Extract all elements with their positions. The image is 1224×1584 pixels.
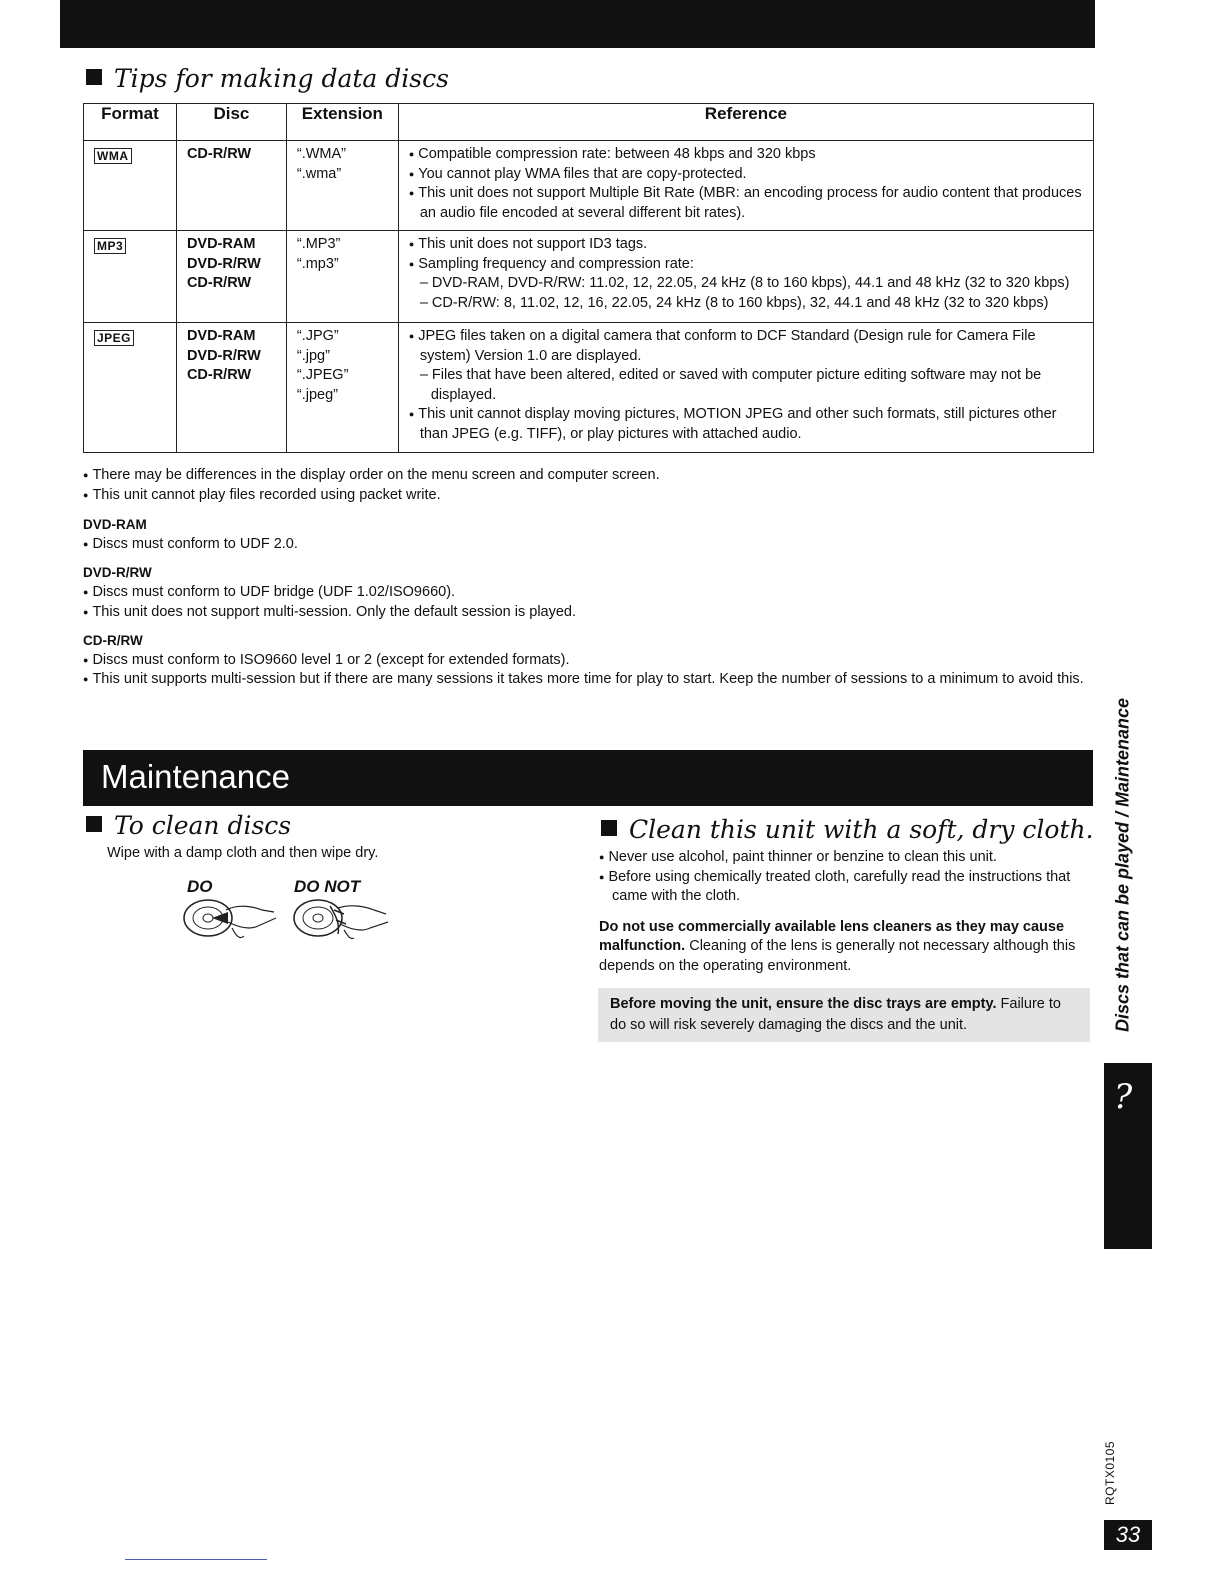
model-code-text: RQTX0105 [1103,1440,1117,1506]
extension: “.MP3” [296,236,341,252]
clean-discs-title: To clean discs [114,811,292,840]
disc-type: CD-R/RW [186,367,252,384]
disc-type: CD-R/RW [186,275,252,292]
table-header-row [84,104,1094,141]
note-item: ● Discs must conform to UDF 2.0. [83,535,1093,555]
disc-type: DVD-R/RW [186,255,261,272]
reference-subitem: – DVD-RAM, DVD-R/RW: 11.02, 12, 22.05, 24 kHz (8 to 160 kbps), 44.1 and 48 kHz (32 to 320 kbps) [419,275,1070,292]
clean-unit-bullet: ● Never use alcohol, paint thinner or benzine to clean this unit. [599,848,1091,868]
note-heading-dvd-rrw: DVD-R/RW [83,565,152,581]
disc-type: CD-R/RW [186,146,252,162]
table-row-wma [84,141,1094,231]
reference-item: ● JPEG files taken on a digital camera that conform to DCF Standard (Design rule for Camera File system) Version 1.0 are displayed. [409,327,1085,366]
extension: “.wma” [296,165,342,182]
footer-rule [125,1559,267,1560]
maintenance-banner [83,750,1093,806]
reference-item: ● This unit does not support ID3 tags. [409,235,1085,255]
disc-type: DVD-RAM [186,236,256,252]
header-extension: Extension [286,104,398,141]
note-item: ● This unit cannot play files recorded using packet write. [83,486,1093,506]
format-badge: MP3 [94,238,126,254]
question-mark-icon: ? [1114,1077,1133,1117]
disc-notes [83,466,1093,690]
maintenance-title: Maintenance [101,758,290,795]
warning-bold: Before moving the unit, ensure the disc trays are empty. [610,996,997,1012]
extension: “.WMA” [296,146,346,162]
reference-item: ● This unit does not support Multiple Bit Rate (MBR: an encoding process for audio content that produces an audio file encoded at several different bit rates). [409,184,1085,223]
header-disc: Disc [176,104,286,141]
note-item: ● Discs must conform to UDF bridge (UDF 1.02/ISO9660). [83,583,1093,603]
disc-wipe-correct-illustration [182,896,278,944]
section-tab [1104,1063,1152,1249]
reference-item: ● This unit cannot display moving pictures, MOTION JPEG and other such formats, still pictures other than JPEG (e.g. TIFF), or play pictures with attached audio. [409,405,1085,444]
do-not-label: DO NOT [294,877,361,896]
lens-warning-text: Cleaning of the lens is generally not necessary although this depends on the operating environment. [599,938,1076,974]
extension: “.JPG” [296,328,339,344]
extension: “.mp3” [296,255,339,272]
disc-tray-warning-box [598,988,1090,1042]
section-side-text: Discs that can be played / Maintenance [1112,697,1133,1033]
extension: “.JPEG” [296,367,349,384]
clean-unit-bullet: ● Before using chemically treated cloth, carefully read the instructions that came with the cloth. [599,868,1091,907]
reference-item: ● Sampling frequency and compression rate: [409,255,1085,275]
clean-discs-heading [86,811,291,840]
disc-type: DVD-R/RW [186,347,261,364]
tips-table [83,103,1094,453]
table-row-mp3 [84,231,1094,323]
clean-discs-text: Wipe with a damp cloth and then wipe dry. [107,845,379,861]
note-item: ● This unit supports multi-session but if there are many sessions it takes more time for play to start. Keep the number of sessions to a minimum to avoid this. [83,670,1093,690]
section-side-label [1097,680,1149,1050]
disc-type: DVD-RAM [186,328,256,344]
disc-wipe-incorrect-illustration [290,896,390,944]
reference-subitem: – Files that have been altered, edited or saved with computer picture editing software may not be displayed. [419,367,1042,403]
lens-cleaner-note [599,918,1091,977]
tips-title: Tips for making data discs [114,64,449,93]
extension: “.jpg” [296,347,330,364]
tips-heading [86,64,449,93]
warning-text: Failure to do so will risk severely damaging the discs and the unit. [610,996,1061,1033]
page-number: 33 [1104,1520,1152,1550]
header-format: Format [84,104,177,141]
lens-warning-bold: Do not use commercially available lens cleaners as they may cause malfunction. [599,918,1065,955]
clean-unit-title: Clean this unit with a soft, dry cloth. [629,815,1094,844]
square-bullet-icon [86,816,102,832]
table-row-jpeg [84,323,1094,453]
clean-unit-heading [601,815,1094,844]
clean-unit-bullets [599,848,1091,977]
note-heading-cd-rrw: CD-R/RW [83,633,143,649]
note-heading-dvd-ram: DVD-RAM [83,517,147,533]
header-reference: Reference [398,104,1093,141]
reference-item: ● You cannot play WMA files that are copy-protected. [409,165,1085,185]
note-item: ● This unit does not support multi-session. Only the default session is played. [83,603,1093,623]
square-bullet-icon [86,69,102,85]
format-badge: JPEG [94,330,134,346]
reference-item: ● Compatible compression rate: between 48 kbps and 320 kbps [409,145,1085,165]
extension: “.jpeg” [296,386,338,403]
do-label: DO [187,877,213,896]
note-item: ● There may be differences in the display order on the menu screen and computer screen. [83,466,1093,486]
model-code [1095,1438,1125,1508]
header-bar [60,0,1095,48]
format-badge: WMA [94,148,132,164]
note-item: ● Discs must conform to ISO9660 level 1 or 2 (except for extended formats). [83,651,1093,671]
square-bullet-icon [601,820,617,836]
reference-subitem: – CD-R/RW: 8, 11.02, 12, 16, 22.05, 24 kHz (8 to 160 kbps), 32, 44.1 and 48 kHz (32 to 320 kbps) [419,294,1049,311]
